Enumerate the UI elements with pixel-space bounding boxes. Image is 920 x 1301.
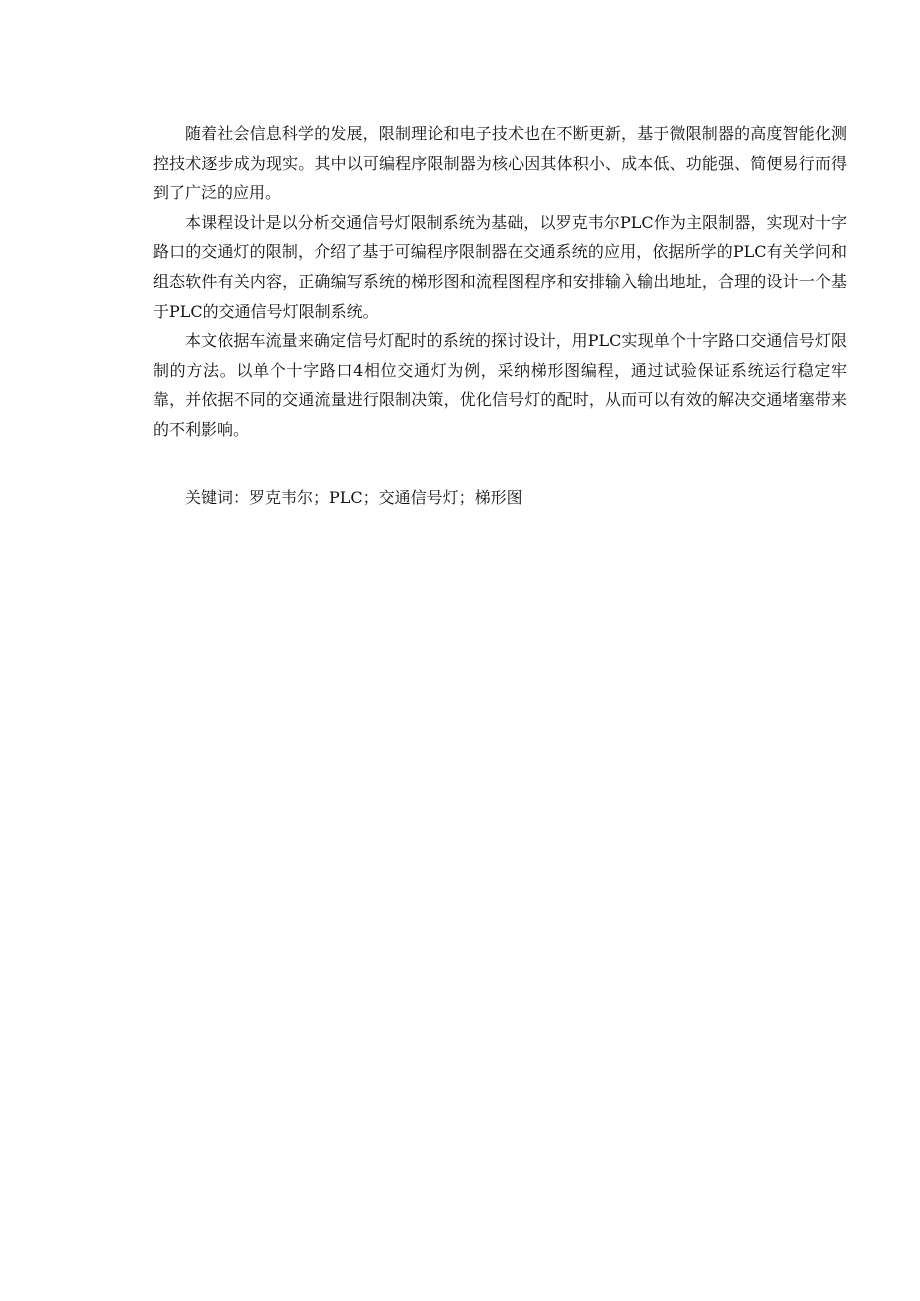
abstract-paragraph-3: 本文依据车流量来确定信号灯配时的系统的探讨设计，用PLC实现单个十字路口交通信号灯限制的方法。以单个十字路口4相位交通灯为例，采纳梯形图编程，通过试验保证系统运行稳定牢靠，并依据不同的交通流量进行限制决策，优化信号灯的配时，从而可以有效的解决交通堵塞带来的不利影响。 [153, 331, 847, 439]
abstract-paragraph-2: 本课程设计是以分析交通信号灯限制系统为基础，以罗克韦尔PLC作为主限制器，实现对十字路口的交通灯的限制，介绍了基于可编程序限制器在交通系统的应用，依据所学的PLC有关学问和组态软件有关内容，正确编写系统的梯形图和流程图程序和安排输入输出地址，合理的设计一个基于PLC的交通信号灯限制系统。 [153, 212, 847, 321]
abstract-paragraph-1: 随着社会信息科学的发展，限制理论和电子技术也在不断更新，基于微限制器的高度智能化测控技术逐步成为现实。其中以可编程序限制器为核心因其体积小、成本低、功能强、简便易行而得到了广泛的应用。 [153, 124, 847, 203]
keywords-line: 关键词：罗克韦尔；PLC；交通信号灯；梯形图 [185, 487, 523, 507]
abstract-body [153, 119, 847, 512]
